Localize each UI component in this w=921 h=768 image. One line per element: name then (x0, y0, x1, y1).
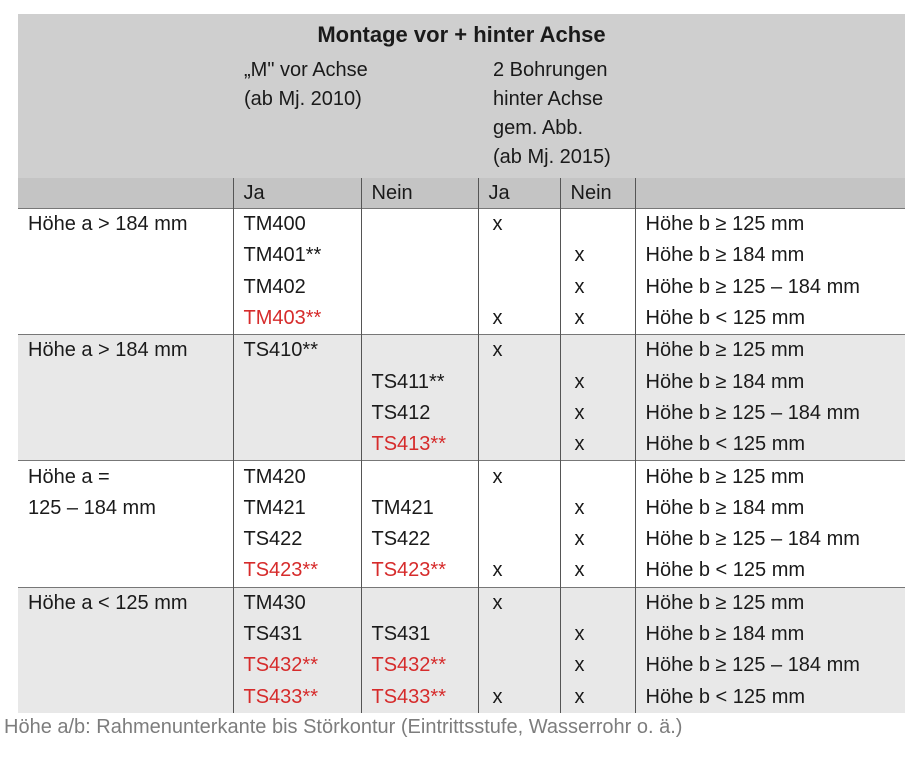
mark-cell-ja: x (478, 335, 560, 367)
mark-cell-ja: x (478, 681, 560, 712)
model-cell-ja: TS423** (233, 555, 361, 587)
table-row (18, 555, 905, 587)
model-cell-nein: TS412 (361, 398, 478, 429)
table-row (18, 303, 905, 335)
model-cell-nein: TS431 (361, 619, 478, 650)
mark-cell-ja: x (478, 587, 560, 619)
table-row (18, 587, 905, 619)
table-row (18, 272, 905, 303)
mark-cell-nein: x (560, 366, 635, 397)
model-cell-nein (361, 335, 478, 367)
row-group-label (18, 555, 233, 587)
row-group-label (18, 619, 233, 650)
mark-cell-nein: x (560, 398, 635, 429)
model-cell-nein: TM421 (361, 493, 478, 524)
mark-cell-nein: x (560, 429, 635, 461)
mark-cell-ja (478, 366, 560, 397)
model-cell-nein (361, 272, 478, 303)
result-cell: Höhe b ≥ 184 mm (635, 619, 905, 650)
row-group-label (18, 303, 233, 335)
model-cell-ja: TM430 (233, 587, 361, 619)
column-header-row (18, 178, 905, 209)
mark-cell-nein: x (560, 524, 635, 555)
model-cell-nein (361, 209, 478, 241)
model-cell-ja (233, 398, 361, 429)
data-table (18, 178, 905, 713)
result-cell: Höhe b ≥ 125 mm (635, 461, 905, 493)
row-group-label (18, 366, 233, 397)
result-cell: Höhe b ≥ 125 mm (635, 335, 905, 367)
result-cell: Höhe b < 125 mm (635, 303, 905, 335)
right-subheader (493, 56, 611, 172)
model-cell-nein: TS411** (361, 366, 478, 397)
mark-cell-ja (478, 493, 560, 524)
left-subheader-line: „M" vor Achse (244, 59, 368, 81)
model-cell-nein (361, 461, 478, 493)
table-row (18, 619, 905, 650)
model-cell-nein: TS422 (361, 524, 478, 555)
result-cell: Höhe b < 125 mm (635, 555, 905, 587)
right-subheader-line: hinter Achse (493, 88, 604, 110)
model-cell-nein: TS432** (361, 650, 478, 681)
mark-cell-nein: x (560, 681, 635, 712)
mark-cell-nein: x (560, 650, 635, 681)
mark-cell-ja (478, 240, 560, 271)
mark-cell-ja (478, 524, 560, 555)
table-row (18, 335, 905, 367)
table-row (18, 461, 905, 493)
mark-cell-nein: x (560, 493, 635, 524)
row-group-label (18, 681, 233, 712)
model-cell-ja: TS433** (233, 681, 361, 712)
result-cell: Höhe b < 125 mm (635, 681, 905, 712)
model-cell-ja: TM420 (233, 461, 361, 493)
result-cell: Höhe b ≥ 125 mm (635, 209, 905, 241)
model-cell-ja: TS410** (233, 335, 361, 367)
column-header (18, 178, 233, 209)
row-group-label: Höhe a < 125 mm (18, 587, 233, 619)
model-cell-ja: TM400 (233, 209, 361, 241)
mark-cell-ja (478, 398, 560, 429)
model-cell-ja (233, 366, 361, 397)
mark-cell-ja (478, 650, 560, 681)
table-row (18, 493, 905, 524)
model-cell-nein (361, 587, 478, 619)
mark-cell-nein: x (560, 272, 635, 303)
mark-cell-ja: x (478, 555, 560, 587)
model-cell-ja: TM402 (233, 272, 361, 303)
row-group-label: Höhe a > 184 mm (18, 335, 233, 367)
table-row (18, 366, 905, 397)
result-cell: Höhe b ≥ 184 mm (635, 493, 905, 524)
model-cell-ja: TM403** (233, 303, 361, 335)
left-subheader-line: (ab Mj. 2010) (244, 88, 362, 110)
column-header-ja: Ja (233, 178, 361, 209)
row-group-label (18, 272, 233, 303)
mark-cell-nein: x (560, 619, 635, 650)
model-cell-ja: TS431 (233, 619, 361, 650)
result-cell: Höhe b ≥ 125 mm (635, 587, 905, 619)
model-cell-ja: TS432** (233, 650, 361, 681)
row-group-label (18, 650, 233, 681)
model-cell-nein: TS413** (361, 429, 478, 461)
row-group-label (18, 398, 233, 429)
table-row (18, 524, 905, 555)
model-cell-nein: TS433** (361, 681, 478, 712)
table-row (18, 429, 905, 461)
mark-cell-ja (478, 272, 560, 303)
result-cell: Höhe b ≥ 125 – 184 mm (635, 650, 905, 681)
column-header-nein: Nein (361, 178, 478, 209)
model-cell-ja: TS422 (233, 524, 361, 555)
row-group-label (18, 429, 233, 461)
mark-cell-ja: x (478, 461, 560, 493)
table-row (18, 209, 905, 241)
right-subheader-line: gem. Abb. (493, 117, 584, 139)
mark-cell-nein: x (560, 303, 635, 335)
model-cell-nein: TS423** (361, 555, 478, 587)
row-group-label: Höhe a > 184 mm (18, 209, 233, 241)
model-cell-nein (361, 303, 478, 335)
column-header-nein: Nein (560, 178, 635, 209)
result-cell: Höhe b ≥ 184 mm (635, 240, 905, 271)
footnote: Höhe a/b: Rahmenunterkante bis Störkontur (Eintrittsstufe, Wasserrohr o. ä.) (4, 716, 683, 738)
result-cell: Höhe b ≥ 125 – 184 mm (635, 272, 905, 303)
result-cell: Höhe b ≥ 125 – 184 mm (635, 524, 905, 555)
row-group-label (18, 240, 233, 271)
table-row (18, 681, 905, 712)
mark-cell-ja (478, 619, 560, 650)
mark-cell-nein: x (560, 555, 635, 587)
mark-cell-nein: x (560, 240, 635, 271)
row-group-label: 125 – 184 mm (18, 493, 233, 524)
mark-cell-nein (560, 335, 635, 367)
right-subheader-line: 2 Bohrungen (493, 59, 608, 81)
result-cell: Höhe b ≥ 125 – 184 mm (635, 398, 905, 429)
mark-cell-nein (560, 587, 635, 619)
model-cell-ja: TM401** (233, 240, 361, 271)
column-header-ja: Ja (478, 178, 560, 209)
row-group-label: Höhe a = (18, 461, 233, 493)
model-cell-nein (361, 240, 478, 271)
left-subheader (244, 56, 368, 114)
model-cell-ja (233, 429, 361, 461)
result-cell: Höhe b < 125 mm (635, 429, 905, 461)
table-header-band (18, 14, 905, 178)
table-row (18, 398, 905, 429)
table-row (18, 240, 905, 271)
table-row (18, 650, 905, 681)
row-group-label (18, 524, 233, 555)
mark-cell-ja: x (478, 303, 560, 335)
table-title: Montage vor + hinter Achse (317, 22, 606, 47)
compatibility-table (18, 14, 905, 713)
mark-cell-nein (560, 209, 635, 241)
right-subheader-line: (ab Mj. 2015) (493, 146, 611, 168)
result-cell: Höhe b ≥ 184 mm (635, 366, 905, 397)
column-header (635, 178, 905, 209)
model-cell-ja: TM421 (233, 493, 361, 524)
mark-cell-ja: x (478, 209, 560, 241)
mark-cell-nein (560, 461, 635, 493)
mark-cell-ja (478, 429, 560, 461)
